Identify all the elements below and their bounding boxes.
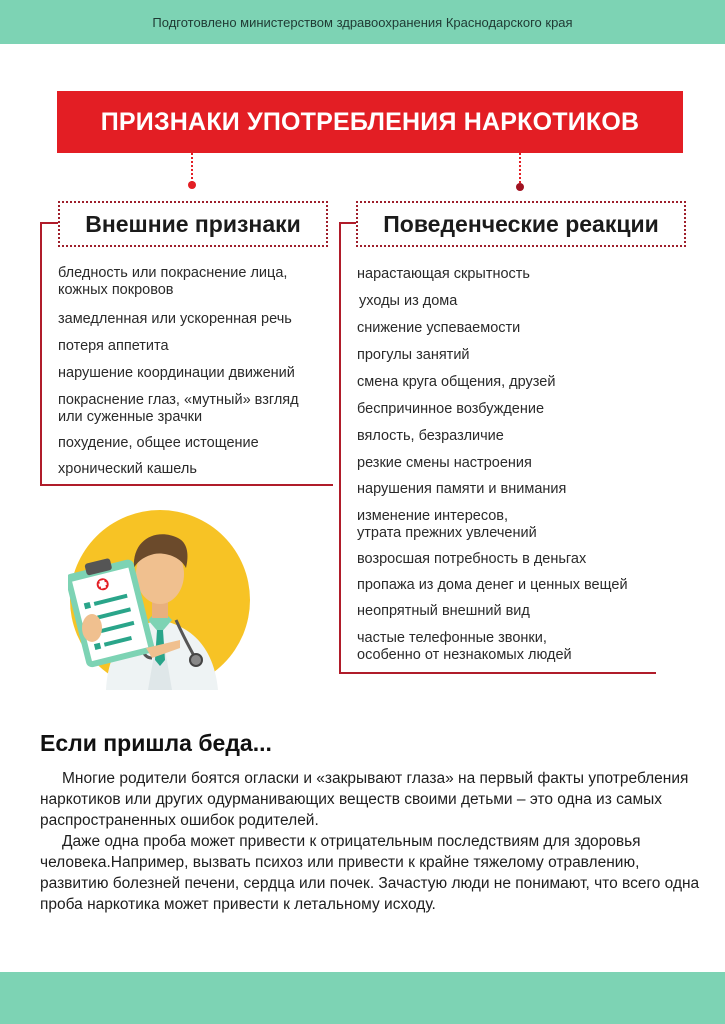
bottom-bar	[0, 972, 725, 1024]
list-item: прогулы занятий	[357, 347, 470, 363]
paragraph-2: Даже одна проба может привести к отрицательным последствиям для здоровья человека.Например, вызвать психоз или привести к крайне тяжелому отравлению, развитию болезней печени, сердца или почек. Зачастую люди не понимают, что всего одна проба наркотика может привести к летальному исходу.	[40, 833, 700, 913]
list-item: частые телефонные звонки, особенно от незнакомых людей	[357, 630, 572, 663]
section-title: Если пришла беда...	[40, 730, 272, 756]
left-connector-dot	[188, 181, 196, 189]
list-item: пропажа из дома денег и ценных вещей	[357, 577, 628, 593]
left-column-bottom-line	[40, 484, 333, 486]
right-column-side-line	[339, 222, 341, 674]
right-connector	[519, 153, 523, 183]
left-column-side-line	[40, 222, 42, 486]
external-signs-title: Внешние признаки	[85, 210, 301, 237]
list-item: хронический кашель	[58, 461, 197, 477]
list-item: возросшая потребность в деньгах	[357, 551, 587, 567]
title-banner	[57, 91, 683, 153]
list-item: нарушения памяти и внимания	[357, 481, 567, 497]
list-item: снижение успеваемости	[357, 320, 521, 336]
external-signs-header	[58, 201, 328, 247]
doctor-with-clipboard-icon	[68, 508, 252, 698]
list-item: резкие смены настроения	[357, 455, 532, 471]
list-item: смена круга общения, друзей	[357, 374, 556, 390]
list-item: потеря аппетита	[58, 338, 169, 354]
behavioral-reactions-header	[356, 201, 686, 247]
right-connector-dot	[516, 183, 524, 191]
behavioral-reactions-list	[357, 266, 677, 666]
right-column-bottom-line	[339, 672, 656, 674]
list-item: похудение, общее истощение	[58, 435, 259, 451]
list-item: уходы из дома	[359, 293, 458, 309]
list-item: замедленная или ускоренная речь	[58, 311, 292, 327]
list-item: неопрятный внешний вид	[357, 603, 530, 619]
banner-title: ПРИЗНАКИ УПОТРЕБЛЕНИЯ НАРКОТИКОВ	[100, 107, 640, 136]
list-item: нарушение координации движений	[58, 365, 295, 381]
header-credit: Подготовлено министерством здравоохранения Краснодарского края	[152, 14, 573, 30]
list-item: бледность или покраснение лица, кожных покровов	[58, 265, 288, 298]
external-signs-list	[58, 265, 338, 480]
paragraph-1: Многие родители боятся огласки и «закрывают глаза» на первый факты употребления наркотиков или других одурманивающих веществ своими детьми – это одна из самых распространенных ошибок родителей.	[40, 770, 689, 829]
list-item: изменение интересов, утрата прежних увлечений	[357, 508, 537, 541]
behavioral-reactions-title: Поведенческие реакции	[383, 210, 659, 237]
right-column-top-line	[339, 222, 356, 224]
list-item: беспричинное возбуждение	[357, 401, 545, 417]
list-item: вялость, безразличие	[357, 428, 504, 444]
list-item: нарастающая скрытность	[357, 266, 530, 282]
list-item: покраснение глаз, «мутный» взгляд или суженные зрачки	[58, 392, 299, 425]
top-bar	[0, 0, 725, 44]
left-connector	[191, 153, 195, 183]
left-column-top-line	[40, 222, 58, 224]
